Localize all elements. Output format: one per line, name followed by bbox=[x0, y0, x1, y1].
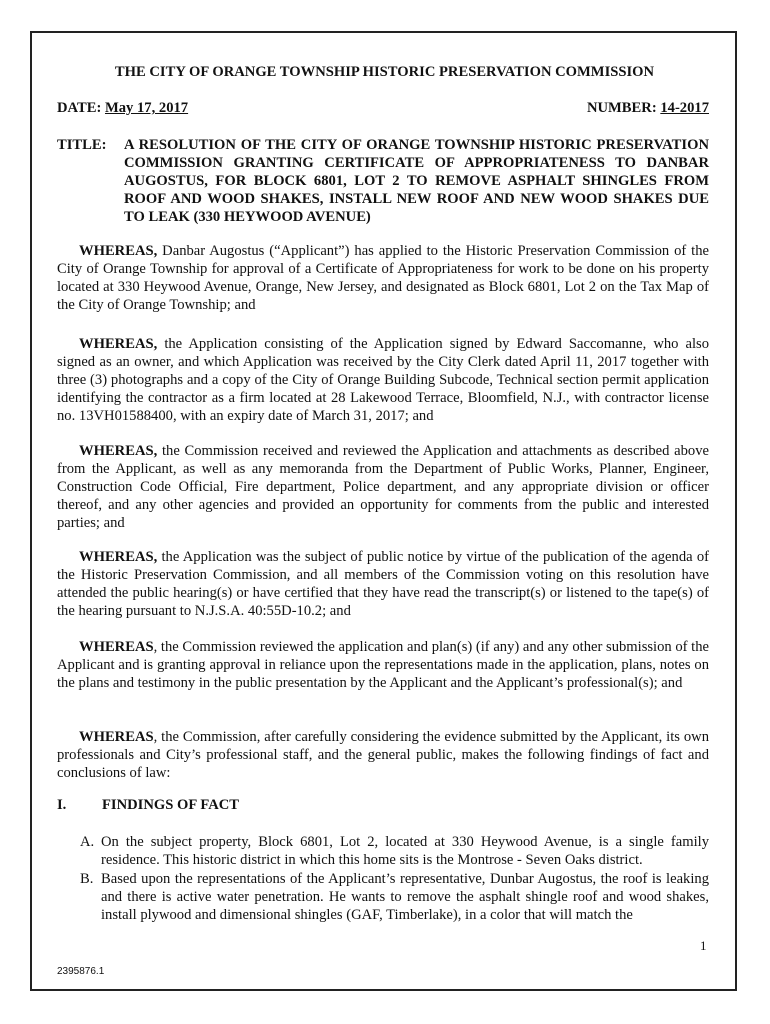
paragraph-text: the Commission received and reviewed the Application and attachments as described above from the Applicant, as well as any memoranda from the Department of Public Works, Planner, Engineer, Construction Code Official, Fire department, Police department, and any appropriate division or officer thereof, and any other agencies and provided an opportunity for comments from the public and interested parties; and bbox=[57, 443, 709, 531]
title-label: TITLE: bbox=[57, 137, 107, 153]
date-number-line bbox=[57, 100, 709, 117]
date-label: DATE: bbox=[57, 100, 102, 116]
title-text: A RESOLUTION OF THE CITY OF ORANGE TOWNSHIP HISTORIC PRESERVATION COMMISSION GRANTING CERTIFICATE OF APPROPRIATENESS TO DANBAR AUGOSTUS, FOR BLOCK 6801, LOT 2 TO REMOVE ASPHALT SHINGLES FROM ROOF AND WOOD SHAKES, INSTALL NEW ROOF AND NEW WOOD SHAKES DUE TO LEAK (330 HEYWOOD AVENUE) bbox=[124, 137, 709, 225]
whereas-label: WHEREAS bbox=[79, 729, 154, 745]
paragraph-text: , the Commission reviewed the application and plan(s) (if any) and any other submission of the Applicant and is granting approval in reliance upon the representations made in the application, plans, notes on the plans and testimony in the public presentation by the Applicant and the Applicant’s professional(s); and bbox=[57, 639, 709, 691]
finding-item bbox=[80, 833, 709, 869]
paragraph-text: the Application was the subject of public notice by virtue of the publication of the agenda of the Historic Preservation Commission, and all members of the Commission voting on this resolution have attended the public hearing(s) or have certified that they have read the transcript(s) or listened to the tape(s) of the hearing pursuant to N.J.S.A. 40:55D-10.2; and bbox=[57, 549, 709, 619]
number-label: NUMBER: bbox=[586, 100, 657, 116]
section-title: FINDINGS OF FACT bbox=[102, 797, 240, 813]
whereas-paragraph-1 bbox=[57, 242, 709, 314]
whereas-paragraph-5 bbox=[57, 638, 709, 692]
paragraph-text: the Application consisting of the Application signed by Edward Saccomanne, who also signed as an owner, and which Application was received by the City Clerk dated April 11, 2017 together with three (3) photographs and a copy of the City of Orange Building Subcode, Technical section permit application identifying the contractor as a firm located at 28 Lakewood Terrace, Bloomfield, N.J., with contractor license no. 13VH01588400, with an expiry date of March 31, 2017; and bbox=[57, 336, 709, 424]
whereas-paragraph-6 bbox=[57, 728, 709, 782]
section-number: I. bbox=[57, 797, 67, 813]
whereas-paragraph-3 bbox=[57, 442, 709, 532]
whereas-label: WHEREAS, bbox=[79, 549, 158, 565]
whereas-paragraph-2 bbox=[57, 335, 709, 425]
whereas-label: WHEREAS, bbox=[79, 443, 158, 459]
finding-text: On the subject property, Block 6801, Lot 2, located at 330 Heywood Avenue, is a single family residence. This historic district in which this home sits is the Montrose - Seven Oaks district. bbox=[101, 834, 709, 868]
date-value: May 17, 2017 bbox=[104, 100, 189, 116]
whereas-label: WHEREAS, bbox=[79, 336, 158, 352]
paragraph-text: , the Commission, after carefully considering the evidence submitted by the Applicant, its own professionals and City’s professional staff, and the general public, makes the following findings of fact and conclusions of law: bbox=[57, 729, 709, 781]
finding-item bbox=[80, 870, 709, 924]
document-id: 2395876.1 bbox=[57, 966, 105, 977]
page-number: 1 bbox=[700, 938, 707, 953]
date-field bbox=[57, 100, 188, 117]
finding-text: Based upon the representations of the Applicant’s representative, Dunbar Augostus, the roof is leaking and there is active water penetration. He wants to remove the asphalt shingle roof and wood shakes, install plywood and dimensional shingles (GAF, Timberlake), in a color that will match the bbox=[101, 871, 709, 923]
number-value: 14-2017 bbox=[660, 100, 709, 116]
whereas-label: WHEREAS, bbox=[79, 243, 158, 259]
finding-letter: A. bbox=[80, 834, 95, 850]
whereas-paragraph-4 bbox=[57, 548, 709, 620]
section-heading bbox=[57, 797, 239, 814]
finding-letter: B. bbox=[80, 871, 94, 887]
paragraph-text: Danbar Augostus (“Applicant”) has applied to the Historic Preservation Commission of the City of Orange Township for approval of a Certificate of Appropriateness for work to be done on his property located at 330 Heywood Avenue, Orange, New Jersey, and designated as Block 6801, Lot 2 on the Tax Map of the City of Orange Township; and bbox=[57, 243, 709, 313]
document-heading: THE CITY OF ORANGE TOWNSHIP HISTORIC PRESERVATION COMMISSION bbox=[114, 64, 655, 80]
whereas-label: WHEREAS bbox=[79, 639, 154, 655]
number-field bbox=[587, 100, 709, 117]
